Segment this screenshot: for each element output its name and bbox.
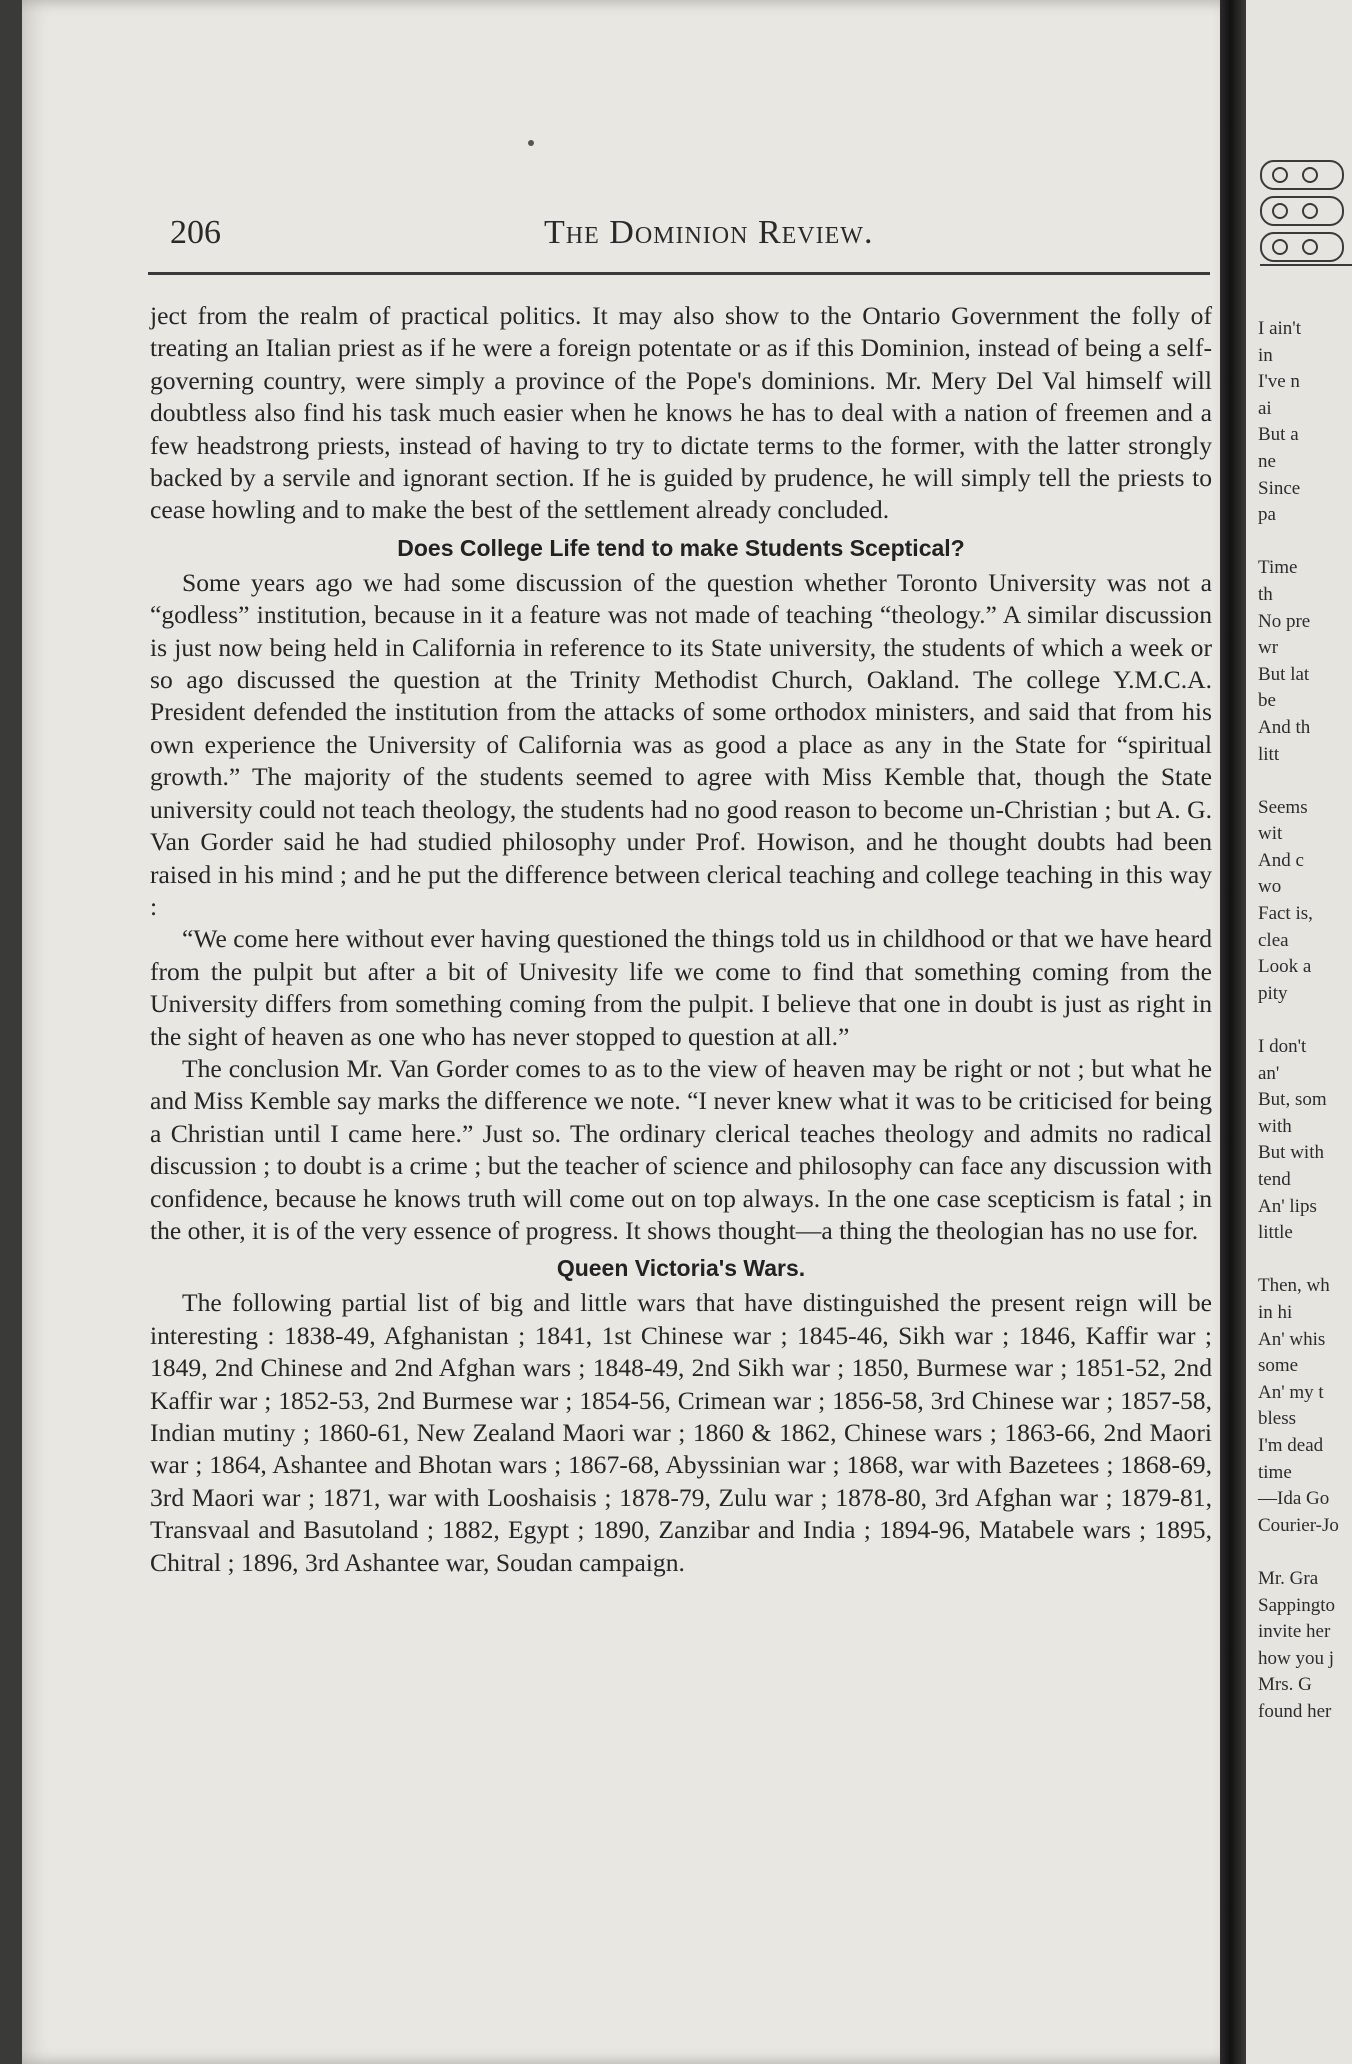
- section-heading-wars: Queen Victoria's Wars.: [556, 1255, 806, 1282]
- page-header: [170, 210, 1230, 258]
- article-body: [150, 300, 1212, 1579]
- facing-line: invite her: [1258, 1621, 1331, 1643]
- facing-line: [1258, 529, 1352, 556]
- facing-line: Since: [1258, 477, 1301, 499]
- facing-line: tend: [1258, 1169, 1291, 1190]
- ink-speck: [528, 140, 534, 146]
- facing-line: time: [1258, 1461, 1292, 1483]
- facing-line: bless: [1258, 1408, 1296, 1430]
- facing-line: some: [1258, 1355, 1299, 1377]
- facing-line: But lat: [1258, 663, 1310, 685]
- facing-line: And th: [1258, 716, 1311, 738]
- facing-line: found her: [1258, 1700, 1332, 1722]
- facing-line: Sappingto: [1258, 1594, 1336, 1616]
- book-gutter: [1220, 0, 1246, 2064]
- facing-line: Courier-Jo: [1258, 1514, 1339, 1536]
- facing-line: in hi: [1258, 1301, 1293, 1323]
- facing-line: be: [1258, 690, 1276, 712]
- facing-line: [1258, 1007, 1352, 1034]
- paragraph-conclusion: The conclusion Mr. Van Gorder comes to as to the view of heaven may be right or not ; but what he and Miss Kemble say marks the difference we note. “I never knew what it was to be criticised for being a Christian until I came here.” Just so. The ordinary clerical teaches theology and admits no radical discussion ; to doubt is a crime ; but the teacher of science and philosophy can face any discussion with confidence, because he knows truth will come out on top always. In the one case scepticism is fatal ; in the other, it is of the very essence of progress. It shows thought—a thing the theologian has no use for.: [150, 1053, 1212, 1245]
- facing-line: wo: [1258, 876, 1282, 898]
- facing-page-text: [1258, 316, 1352, 1725]
- facing-line: wit: [1258, 823, 1283, 845]
- facing-line: An' lips: [1258, 1195, 1317, 1217]
- running-title: The Dominion Review.: [544, 214, 874, 251]
- facing-line: pity: [1258, 982, 1288, 1004]
- ornament-icon: [1260, 232, 1344, 262]
- facing-line: [1258, 768, 1352, 795]
- facing-line: how you j: [1258, 1647, 1334, 1669]
- facing-line: —Ida Go: [1258, 1488, 1330, 1510]
- facing-line: An' whis: [1258, 1328, 1326, 1350]
- facing-line: I'm dead: [1258, 1434, 1324, 1456]
- facing-line: Then, wh: [1258, 1275, 1330, 1297]
- page-number: 206: [170, 214, 221, 251]
- facing-line: Mr. Gra: [1258, 1567, 1319, 1589]
- facing-line: an': [1258, 1062, 1280, 1084]
- facing-line: No pre: [1258, 610, 1311, 632]
- facing-line: Seems: [1258, 796, 1308, 818]
- facing-line: in: [1258, 344, 1273, 366]
- facing-line: Look a: [1258, 956, 1312, 978]
- facing-line: [1258, 1247, 1352, 1274]
- facing-line: But, som: [1258, 1089, 1327, 1111]
- intro-paragraph: ject from the realm of practical politics. It may also show to the Ontario Government the folly of treating an Italian priest as if he were a foreign potentate or as if this Dominion, instead of being a self-governing country, were simply a province of the Pope's dominions. Mr. Mery Del Val himself will doubtless also find his task much easier when he knows he has to deal with a nation of freemen and a few headstrong priests, instead of having to try to dictate terms to the former, with the latter strongly backed by a servile and ignorant section. If he is guided by prudence, he will simply tell the priests to cease howling and to make the best of the settlement already concluded.: [150, 301, 1212, 525]
- paragraph-wars-list: The following partial list of big and little wars that have distinguished the present reign will be interesting : 1838-49, Afghanistan ; 1841, 1st Chinese war ; 1845-46, Sikh war ; 1846, Kaffir war ; 1849, 2nd Chinese and 2nd Afghan wars ; 1848-49, 2nd Sikh war ; 1850, Burmese war ; 1851-52, 2nd Kaffir war ; 1852-53, 2nd Burmese war ; 1854-56, Crimean war ; 1856-58, 3rd Chinese war ; 1857-58, Indian mutiny ; 1860-61, New Zealand Maori war ; 1860 & 1862, Chinese wars ; 1863-66, 2nd Maori war ; 1864, Ashantee and Bhotan wars ; 1867-68, Abyssinian war ; 1868, war with Bazetees ; 1868-69, 3rd Maori war ; 1871, war with Looshaisis ; 1878-79, Zulu war ; 1878-80, 3rd Afghan war ; 1879-81, Transvaal and Basutoland ; 1882, Egypt ; 1890, Zanzibar and India ; 1894-96, Matabele wars ; 1895, Chitral ; 1896, 3rd Ashantee war, Soudan campaign.: [150, 1288, 1212, 1577]
- facing-line: litt: [1258, 743, 1280, 765]
- facing-page: [1246, 0, 1352, 2064]
- facing-line: Mrs. G: [1258, 1674, 1312, 1696]
- facing-line: But with: [1258, 1142, 1324, 1164]
- section-heading-sceptical: Does College Life tend to make Students Sceptical?: [397, 534, 965, 561]
- facing-line: ne: [1258, 450, 1276, 472]
- ornament-icon: [1260, 160, 1344, 190]
- facing-line: [1258, 1539, 1352, 1566]
- block-quote: “We come here without ever having questioned the things told us in childhood or that we have heard from the pulpit but after a bit of Univesity life we come to find that something coming from the University differs from something coming from the pulpit. I believe that one in doubt is just as right in the sight of heaven as one who has never stopped to question at all.”: [150, 924, 1212, 1051]
- facing-line: little: [1258, 1222, 1293, 1244]
- facing-line: ai: [1258, 397, 1272, 419]
- facing-rule: [1260, 264, 1352, 266]
- facing-line: Fact is,: [1258, 903, 1313, 925]
- facing-line: with: [1258, 1115, 1292, 1137]
- header-rule: [148, 272, 1210, 275]
- facing-line: But a: [1258, 424, 1299, 446]
- facing-line: And c: [1258, 849, 1304, 871]
- facing-line: I ain't: [1258, 318, 1301, 339]
- ornament-icon: [1260, 196, 1344, 226]
- facing-line: pa: [1258, 504, 1276, 526]
- facing-line: th: [1258, 583, 1273, 605]
- facing-line: I don't: [1258, 1036, 1307, 1058]
- facing-line: Time: [1258, 557, 1298, 579]
- facing-line: clea: [1258, 929, 1289, 951]
- paragraph-college-life: Some years ago we had some discussion of the question whether Toronto University was not a “godless” institution, because in it a feature was not made of teaching “theology.” A similar discussion is just now being held in California in reference to its State university, the students of which a week or so ago discussed the question at the Trinity Methodist Church, Oakland. The college Y.M.C.A. President defended the institution from the attacks of some orthodox ministers, and said that from his own experience the University of California was as good a place as any in the State for “spiritual growth.” The majority of the students seemed to agree with Miss Kemble that, though the State university could not teach theology, the students had no good reason to become un-Christian ; but A. G. Van Gorder said he had studied philosophy under Prof. Howison, and he thought doubts had been raised in his mind ; and he put the difference between clerical teaching and college teaching in this way :: [150, 567, 1212, 921]
- facing-line: An' my t: [1258, 1381, 1324, 1403]
- ornament-band: [1260, 160, 1352, 268]
- facing-line: wr: [1258, 637, 1279, 659]
- facing-line: I've n: [1258, 371, 1300, 393]
